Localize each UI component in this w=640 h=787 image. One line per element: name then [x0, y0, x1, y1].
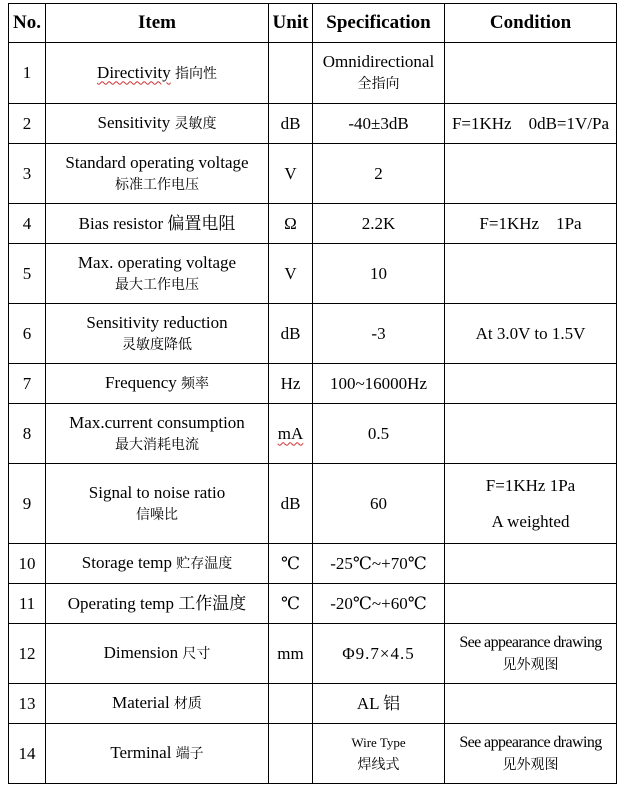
unit-cell: Hz	[269, 364, 313, 404]
row-number: 3	[9, 144, 46, 204]
item-cell	[46, 244, 269, 304]
unit-cell	[269, 404, 313, 464]
spec-cell	[313, 43, 445, 104]
item-name: Storage temp	[81, 553, 172, 572]
row-number: 7	[9, 364, 46, 404]
item-name-zh: 信噪比	[136, 506, 178, 523]
item-cell	[46, 144, 269, 204]
table-row	[9, 544, 617, 584]
row-number: 10	[9, 544, 46, 584]
condition-cell	[445, 724, 617, 784]
unit-cell: dB	[269, 464, 313, 544]
table-row	[9, 624, 617, 684]
row-number: 13	[9, 684, 46, 724]
table-row	[9, 584, 617, 624]
condition-cell: F=1KHz 1Pa	[445, 204, 617, 244]
item-cell	[46, 584, 269, 624]
condition-cell	[445, 144, 617, 204]
item-name: Dimension	[103, 643, 179, 662]
item-cell	[46, 684, 269, 724]
item-name: Max. operating voltage	[77, 252, 237, 272]
row-number: 4	[9, 204, 46, 244]
item-name-zh: 工作温度	[178, 593, 247, 614]
table-row	[9, 724, 617, 784]
item-name-zh: 指向性	[174, 65, 217, 82]
item-name-zh: 灵敏度	[174, 116, 217, 132]
spec-cell: Φ9.7×4.5	[313, 624, 445, 684]
item-name: Material	[112, 693, 170, 712]
item-name-zh: 材质	[173, 696, 202, 712]
condition-value: See appearance drawing	[459, 733, 602, 751]
spec-cell: -20℃~+60℃	[313, 584, 445, 624]
condition-cell	[445, 464, 617, 544]
header-no: No.	[9, 4, 46, 43]
spec-cell: 0.5	[313, 404, 445, 464]
condition-value: See appearance drawing	[459, 633, 602, 651]
item-cell	[46, 364, 269, 404]
condition-cell: F=1KHz 0dB=1V/Pa	[445, 104, 617, 144]
table-row	[9, 204, 617, 244]
header-condition: Condition	[445, 4, 617, 43]
item-name: Sensitivity reduction	[86, 312, 228, 332]
spec-cell: 2.2K	[313, 204, 445, 244]
condition-cell	[445, 684, 617, 724]
item-name-zh: 最大消耗电流	[115, 436, 199, 453]
spec-value: Wire Type	[351, 734, 406, 750]
condition-value: A weighted	[491, 511, 570, 531]
item-cell	[46, 304, 269, 364]
unit-cell: V	[269, 144, 313, 204]
condition-cell	[445, 624, 617, 684]
item-name: Terminal	[110, 743, 172, 762]
unit-cell: V	[269, 244, 313, 304]
unit-cell	[269, 684, 313, 724]
spec-cell: AL 铝	[313, 684, 445, 724]
row-number: 8	[9, 404, 46, 464]
item-name: Signal to noise ratio	[88, 482, 226, 502]
header-specification: Specification	[313, 4, 445, 43]
condition-value-zh: 见外观图	[502, 756, 559, 773]
table-row	[9, 104, 617, 144]
spec-cell: 100~16000Hz	[313, 364, 445, 404]
spec-cell: 2	[313, 144, 445, 204]
item-name: Frequency	[104, 373, 177, 392]
unit-cell: dB	[269, 304, 313, 364]
condition-cell	[445, 584, 617, 624]
unit-cell: Ω	[269, 204, 313, 244]
item-name-zh: 尺寸	[182, 646, 211, 662]
row-number: 6	[9, 304, 46, 364]
table-row	[9, 244, 617, 304]
condition-cell	[445, 43, 617, 104]
spec-value-zh: 全指向	[357, 76, 400, 92]
condition-cell: At 3.0V to 1.5V	[445, 304, 617, 364]
header-row	[9, 4, 617, 43]
unit-cell: mm	[269, 624, 313, 684]
condition-cell	[445, 364, 617, 404]
item-name: Operating temp	[67, 593, 174, 613]
table-row	[9, 144, 617, 204]
condition-value: F=1KHz 1Pa	[485, 475, 576, 495]
item-cell	[46, 104, 269, 144]
item-name-zh: 偏置电阻	[167, 213, 236, 234]
row-number: 9	[9, 464, 46, 544]
spec-cell: -3	[313, 304, 445, 364]
unit-cell	[269, 43, 313, 104]
table-row	[9, 464, 617, 544]
table-row	[9, 304, 617, 364]
item-cell	[46, 724, 269, 784]
table-row	[9, 364, 617, 404]
item-name-zh: 贮存温度	[176, 556, 233, 572]
spec-value-zh: 焊线式	[357, 756, 400, 773]
row-number: 11	[9, 584, 46, 624]
spec-cell: 10	[313, 244, 445, 304]
header-unit: Unit	[269, 4, 313, 43]
spec-cell: -40±3dB	[313, 104, 445, 144]
spec-cell: -25℃~+70℃	[313, 544, 445, 584]
spec-cell	[313, 724, 445, 784]
unit-cell: dB	[269, 104, 313, 144]
item-name: Directivity	[97, 62, 171, 82]
header-item: Item	[46, 4, 269, 43]
table-row	[9, 43, 617, 104]
item-name-zh: 灵敏度降低	[122, 336, 192, 353]
item-cell	[46, 464, 269, 544]
condition-value-zh: 见外观图	[502, 656, 559, 673]
item-name: Sensitivity	[97, 113, 171, 132]
item-name: Max.current consumption	[69, 412, 245, 432]
item-cell	[46, 43, 269, 104]
item-name-zh: 频率	[181, 376, 209, 392]
item-cell	[46, 624, 269, 684]
row-number: 14	[9, 724, 46, 784]
unit-cell: ℃	[269, 584, 313, 624]
item-name-zh: 端子	[175, 746, 204, 762]
unit-cell	[269, 724, 313, 784]
spec-cell: 60	[313, 464, 445, 544]
item-name: Bias resistor	[78, 213, 164, 233]
spec-value: Omnidirectional	[322, 52, 435, 71]
spec-table	[8, 3, 617, 784]
item-cell	[46, 404, 269, 464]
condition-cell	[445, 404, 617, 464]
row-number: 1	[9, 43, 46, 104]
table-row	[9, 684, 617, 724]
item-name-zh: 最大工作电压	[115, 276, 199, 293]
condition-cell	[445, 244, 617, 304]
unit-value: mA	[277, 423, 304, 443]
item-cell	[46, 544, 269, 584]
row-number: 12	[9, 624, 46, 684]
item-name-zh: 标准工作电压	[115, 176, 199, 193]
condition-cell	[445, 544, 617, 584]
table-row	[9, 404, 617, 464]
item-cell	[46, 204, 269, 244]
item-name: Standard operating voltage	[65, 152, 249, 172]
row-number: 5	[9, 244, 46, 304]
unit-cell: ℃	[269, 544, 313, 584]
row-number: 2	[9, 104, 46, 144]
